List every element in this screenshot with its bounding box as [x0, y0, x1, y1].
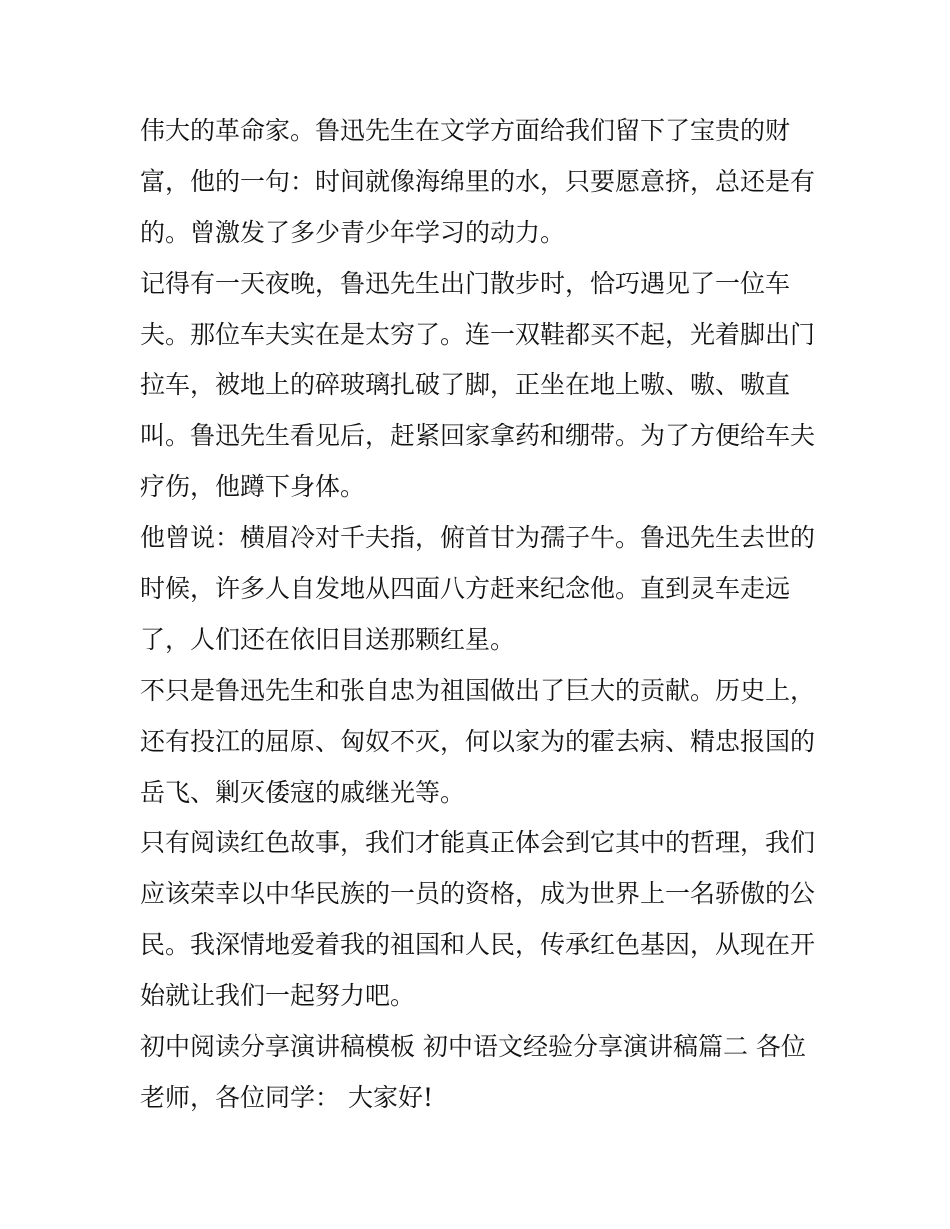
document-body: [140, 106, 820, 1124]
text-line: 富，他的一句：时间就像海绵里的水，只要愿意挤，总还是有: [140, 166, 816, 196]
text-line: 他曾说：横眉冷对千夫指，俯首甘为孺子牛。鲁迅先生去世的: [140, 523, 816, 553]
text-line: 老师，各位同学： 大家好!: [140, 1082, 433, 1112]
text-line: 伟大的革命家。鲁迅先生在文学方面给我们留下了宝贵的财: [140, 116, 791, 145]
text-line: 岳飞、剿灭倭寇的戚继光等。: [140, 777, 466, 807]
text-line: 拉车，被地上的碎玻璃扎破了脚，正坐在地上嗷、嗷、嗷直: [140, 370, 791, 400]
text-line: 叫。鲁迅先生看见后，赶紧回家拿药和绷带。为了方便给车夫: [140, 421, 816, 451]
text-line: 只有阅读红色故事，我们才能真正体会到它其中的哲理，我们: [140, 828, 816, 858]
text-line: 了，人们还在依旧目送那颗红星。: [140, 624, 516, 654]
text-line: 记得有一天夜晚，鲁迅先生出门散步时，恰巧遇见了一位车: [140, 268, 791, 298]
text-line: 还有投江的屈原、匈奴不灭，何以家为的霍去病、精忠报国的: [140, 726, 816, 756]
text-line: 的。曾激发了多少青少年学习的动力。: [140, 217, 566, 247]
text-line: 不只是鲁迅先生和张自忠为祖国做出了巨大的贡献。历史上，: [140, 675, 816, 705]
text-line: 初中阅读分享演讲稿模板 初中语文经验分享演讲稿篇二 各位: [140, 1032, 806, 1062]
text-line: 时候，许多人自发地从四面八方赶来纪念他。直到灵车走远: [140, 574, 791, 604]
text-line: 夫。那位车夫实在是太穷了。连一双鞋都买不起，光着脚出门: [140, 319, 816, 349]
text-line: 民。我深情地爱着我的祖国和人民，传承红色基因，从现在开: [140, 930, 816, 960]
text-line: 应该荣幸以中华民族的一员的资格，成为世界上一名骄傲的公: [140, 879, 816, 909]
text-line: 疗伤，他蹲下身体。: [140, 472, 366, 502]
text-line: 始就让我们一起努力吧。: [140, 981, 416, 1011]
